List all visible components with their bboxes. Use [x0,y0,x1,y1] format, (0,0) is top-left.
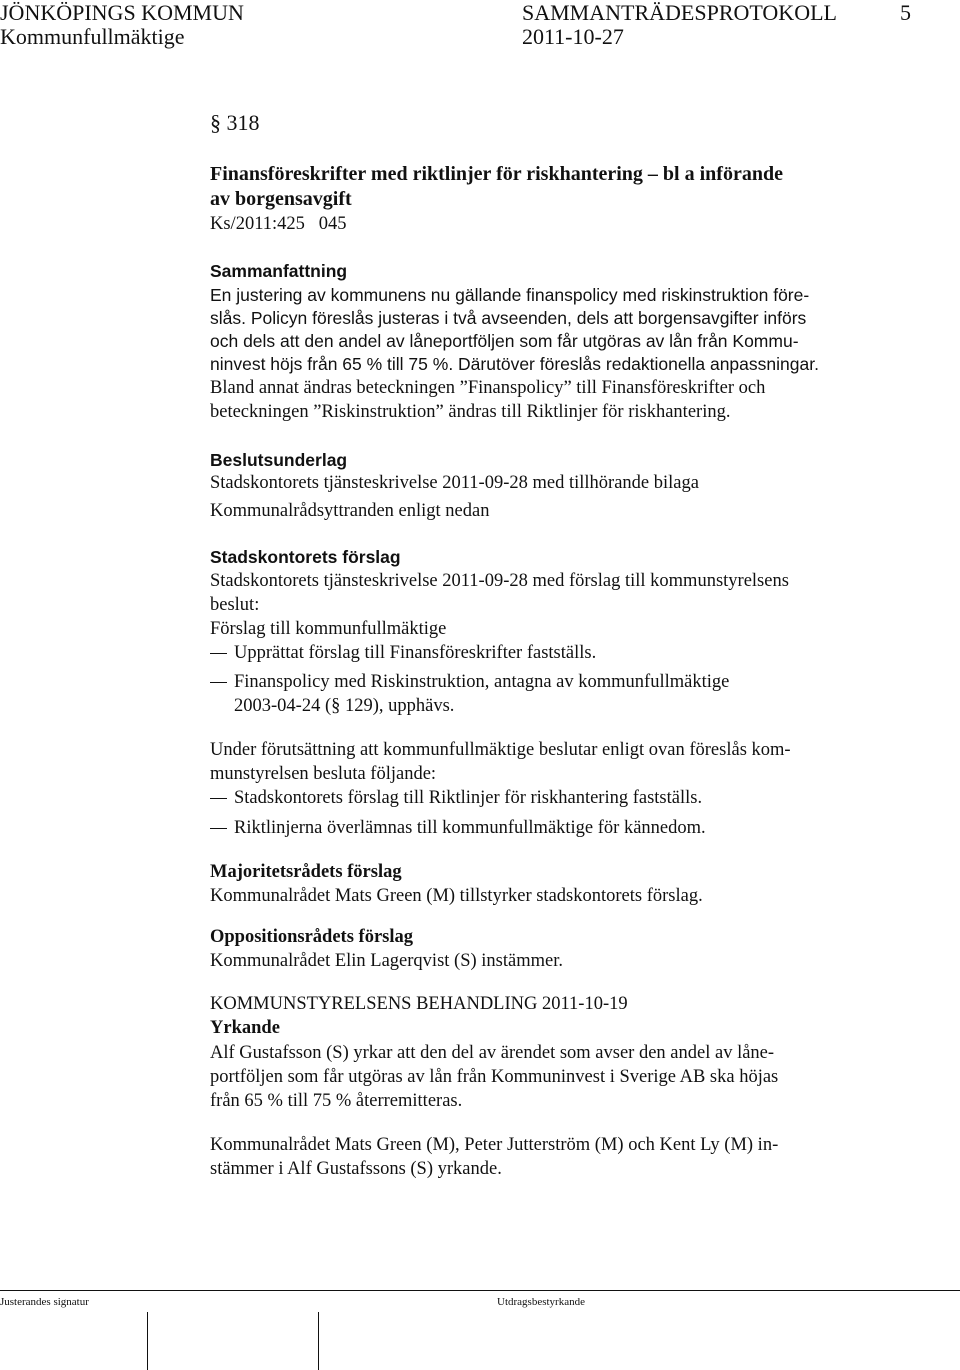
basis-heading: Beslutsunderlag [210,450,348,470]
opposition-heading: Oppositionsrådets förslag [210,927,414,947]
title-line-1: Finansföreskrifter med riktlinjer för riskhantering – bl a införande [210,163,783,185]
summary-line: slås. Policyn föreslås justeras i två avseenden, dels att borgensavgifter införs [210,308,807,328]
case-number: Ks/2011:425 045 [210,214,347,234]
section-number: 318 [226,110,260,135]
ks-line: Alf Gustafsson (S) yrkar att den del av ärendet som avser den andel av låne- [210,1043,775,1063]
office-proposal-heading: Stadskontorets förslag [210,547,401,567]
condition-bullet: Stadskontorets förslag till Riktlinjer för riskhantering fastställs. [234,788,703,808]
summary-heading: Sammanfattning [210,261,348,281]
header-body: Kommunfullmäktige [0,24,185,49]
office-proposal-line: Stadskontorets tjänsteskrivelse 2011-09-28 med förslag till kommunstyrelsens [210,571,789,591]
header-doc-type: SAMMANTRÄDESPROTOKOLL [522,0,837,25]
section-sign: § [210,110,221,135]
paragraph-number [210,110,260,136]
ks-heading: KOMMUNSTYRELSENS BEHANDLING 2011-10-19 [210,994,628,1014]
summary-line: ninvest höjs från 65 % till 75 %. Därutöver föreslås redaktionella anpassningar. [210,354,819,374]
footer-certification-label: Utdragsbestyrkande [497,1296,585,1308]
office-proposal-bullet: Upprättat förslag till Finansföreskrifter fastställs. [234,643,597,663]
ks-line: Kommunalrådet Mats Green (M), Peter Jutterström (M) och Kent Ly (M) in- [210,1135,779,1155]
summary-line: beteckningen ”Riskinstruktion” ändras till Riktlinjer för riskhantering. [210,402,731,422]
majority-text: Kommunalrådet Mats Green (M) tillstyrker stadskontorets förslag. [210,886,703,906]
page-number: 5 [900,0,911,25]
header-date: 2011-10-27 [522,24,624,49]
basis-line: Stadskontorets tjänsteskrivelse 2011-09-28 med tillhörande bilaga [210,473,699,493]
opposition-text: Kommunalrådet Elin Lagerqvist (S) instämmer. [210,951,563,971]
ks-line: portföljen som får utgöras av lån från Kommuninvest i Sverige AB ska höjas [210,1067,779,1087]
footer-signature-label: Justerandes signatur [0,1296,89,1308]
office-proposal-line: Förslag till kommunfullmäktige [210,619,447,639]
signature-box-divider [318,1312,319,1370]
header-org: JÖNKÖPINGS KOMMUN [0,0,244,25]
basis-line: Kommunalrådsyttranden enligt nedan [210,501,490,521]
summary-line: och dels att den andel av låneportföljen som får utgöras av lån från Kommu- [210,331,799,351]
office-proposal-bullet: 2003-04-24 (§ 129), upphävs. [234,696,455,716]
summary-line: Bland annat ändras beteckningen ”Finanspolicy” till Finansföreskrifter och [210,378,766,398]
office-proposal-line: beslut: [210,595,260,615]
majority-heading: Majoritetsrådets förslag [210,862,402,882]
title-line-2: av borgensavgift [210,188,352,210]
condition-line: Under förutsättning att kommunfullmäktige beslutar enligt ovan föreslås kom- [210,740,791,760]
bullet-dash [210,828,227,829]
summary-line: En justering av kommunens nu gällande finanspolicy med riskinstruktion före- [210,285,810,305]
condition-line: munstyrelsen besluta följande: [210,764,437,784]
office-proposal-bullet: Finanspolicy med Riskinstruktion, antagna av kommunfullmäktige [234,672,730,692]
condition-bullet: Riktlinjerna överlämnas till kommunfullmäktige för kännedom. [234,818,706,838]
footer-rule [0,1290,960,1291]
ks-line: stämmer i Alf Gustafssons (S) yrkande. [210,1159,502,1179]
bullet-dash [210,653,227,654]
bullet-dash [210,682,227,683]
ks-subheading: Yrkande [210,1018,280,1038]
bullet-dash [210,798,227,799]
ks-line: från 65 % till 75 % återremitteras. [210,1091,463,1111]
signature-box-divider [147,1312,148,1370]
